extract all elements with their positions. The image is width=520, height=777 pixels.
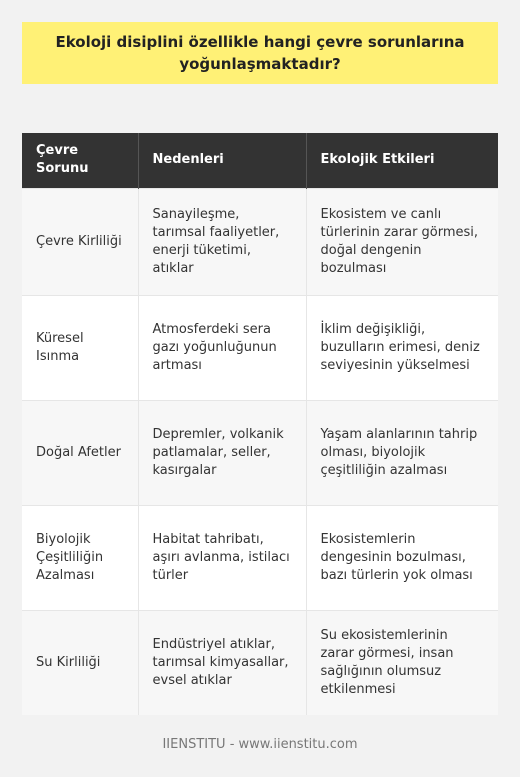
table-header-row [22, 133, 498, 188]
title-banner [22, 22, 498, 84]
cell-issue: Doğal Afetler [22, 400, 138, 505]
header-causes: Nedenleri [138, 133, 306, 188]
environment-issues-table [22, 133, 498, 715]
cell-effects: Yaşam alanlarının tahrip olması, biyolojik çeşitliliğin azalması [306, 400, 498, 505]
cell-causes: Atmosferdeki sera gazı yoğunluğunun artması [138, 295, 306, 400]
cell-effects: Ekosistem ve canlı türlerinin zarar görmesi, doğal dengenin bozulması [306, 188, 498, 295]
data-table [22, 133, 498, 715]
table-row [22, 505, 498, 610]
cell-causes: Endüstriyel atıklar, tarımsal kimyasallar, evsel atıklar [138, 610, 306, 715]
table-row [22, 295, 498, 400]
table-row [22, 188, 498, 295]
footer-credit: IIENSTITU - www.iienstitu.com [162, 737, 358, 752]
cell-issue: Çevre Kirliliği [22, 188, 138, 295]
cell-causes: Habitat tahribatı, aşırı avlanma, istilacı türler [138, 505, 306, 610]
table-row [22, 610, 498, 715]
cell-issue: Su Kirliliği [22, 610, 138, 715]
cell-causes: Sanayileşme, tarımsal faaliyetler, enerji tüketimi, atıklar [138, 188, 306, 295]
cell-effects: Su ekosistemlerinin zarar görmesi, insan sağlığının olumsuz etkilenmesi [306, 610, 498, 715]
cell-causes: Depremler, volkanik patlamalar, seller, kasırgalar [138, 400, 306, 505]
cell-issue: Küresel Isınma [22, 295, 138, 400]
page-title: Ekoloji disiplini özellikle hangi çevre sorunlarına yoğunlaşmaktadır? [55, 33, 465, 73]
cell-effects: Ekosistemlerin dengesinin bozulması, bazı türlerin yok olması [306, 505, 498, 610]
table-row [22, 400, 498, 505]
cell-effects: İklim değişikliği, buzulların erimesi, deniz seviyesinin yükselmesi [306, 295, 498, 400]
header-issue: Çevre Sorunu [22, 133, 138, 188]
header-effects: Ekolojik Etkileri [320, 152, 435, 168]
cell-issue: Biyolojik Çeşitliliğin Azalması [22, 505, 138, 610]
